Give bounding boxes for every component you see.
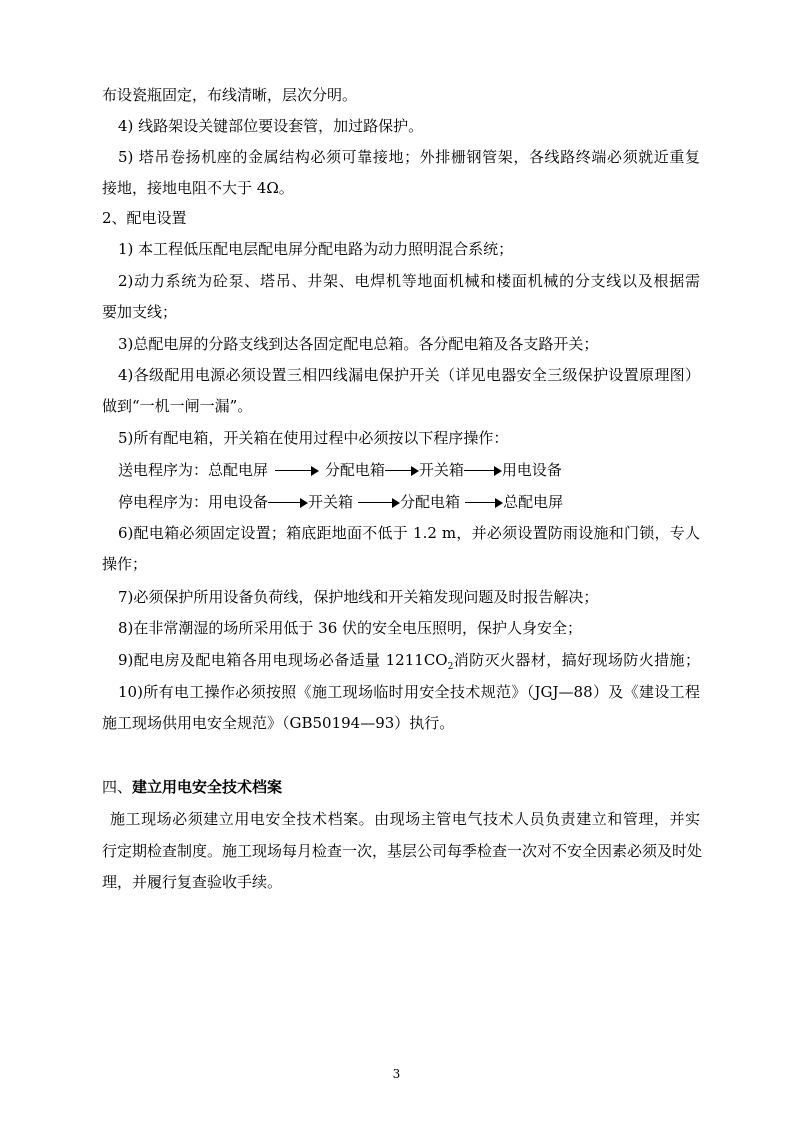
text-segment: 9)配电房及配电箱各用电现场必备适量 1211CO (118, 651, 448, 669)
paragraph-line: 施工现场必须建立用电安全技术档案。由现场主管电气技术人员负责建立和管理，并实 (110, 810, 700, 828)
sequence-step: 分配电箱 (400, 493, 461, 511)
power-off-sequence (118, 492, 563, 512)
arrow-right-icon (465, 498, 503, 508)
text-line: 8)在非常潮湿的场所采用低于 36 伏的安全电压照明，保护人身安全； (118, 619, 583, 637)
sequence-step: 总配电屏 (503, 493, 564, 511)
arrow-right-icon (464, 466, 502, 476)
text-line (118, 650, 700, 677)
sequence-label: 停电程序为： (118, 493, 209, 511)
heading-number: 四、 (102, 778, 133, 796)
text-segment: 消防灭火器材，搞好现场防火措施； (453, 651, 700, 669)
text-line: 5)所有配电箱，开关箱在使用过程中必须按以下程序操作： (118, 429, 509, 447)
subheading: 2、配电设置 (102, 209, 187, 227)
text-line: 1) 本工程低压配电层配电屏分配电路为动力照明混合系统； (118, 240, 514, 258)
arrow-right-icon (268, 498, 308, 508)
text-line: 2)动力系统为砼泵、塔吊、井架、电焊机等地面机械和楼面机械的分支线以及根据需 (118, 272, 700, 290)
sequence-step: 开关箱 (418, 461, 464, 479)
heading-text: 建立用电安全技术档案 (132, 778, 283, 796)
arrow-right-icon (358, 498, 400, 508)
sequence-step: 用电设备 (501, 461, 562, 479)
text-line: 4)各级配用电源必须设置三相四线漏电保护开关（详见电器安全三级保护设置原理图） (118, 366, 700, 384)
text-line: 操作； (102, 555, 148, 573)
paragraph-line: 理，并履行复查验收手续。 (102, 873, 283, 891)
subscript: 2 (447, 662, 454, 672)
text-line: 要加支线； (102, 303, 178, 321)
arrow-right-icon (385, 466, 419, 476)
sequence-step: 总配电屏 (208, 461, 269, 479)
text-line: 做到“一机一闸一漏”。 (102, 397, 253, 415)
arrow-right-icon (275, 466, 319, 476)
paragraph-line: 行定期检查制度。施工现场每月检查一次，基层公司每季检查一次对不安全因素必须及时处 (102, 842, 703, 860)
text-line: 7)必须保护所用设备负荷线，保护地线和开关箱发现问题及时报告解决； (118, 588, 599, 606)
sequence-label: 送电程序为： (118, 461, 209, 479)
text-line: 施工现场供用电安全规范》（GB50194—93）执行。 (102, 714, 455, 732)
power-on-sequence (118, 460, 562, 480)
text-line: 4) 线路架设关键部位要设套管，加过路保护。 (118, 117, 424, 135)
text-line: 6)配电箱必须固定设置；箱底距地面不低于 1.2 m，并必须设置防雨设施和门锁，专人 (118, 524, 700, 542)
page-number: 3 (392, 1067, 401, 1081)
text-line: 5) 塔吊卷扬机座的金属结构必须可靠接地；外排栅钢管架，各线路终端必须就近重复 (118, 148, 700, 166)
sequence-step: 用电设备 (208, 493, 269, 511)
section-heading (102, 777, 282, 797)
text-line: 接地，接地电阻不大于 4Ω。 (102, 179, 294, 197)
text-line: 3)总配电屏的分路支线到达各固定配电总箱。各分配电箱及各支路开关； (118, 335, 599, 353)
text-line: 布设瓷瓶固定，布线清晰，层次分明。 (102, 86, 358, 104)
text-line: 10)所有电工操作必须按照《施工现场临时用安全技术规范》（JGJ—88）及《建设工程 (118, 683, 700, 701)
sequence-step: 开关箱 (308, 493, 354, 511)
sequence-step: 分配电箱 (324, 461, 385, 479)
